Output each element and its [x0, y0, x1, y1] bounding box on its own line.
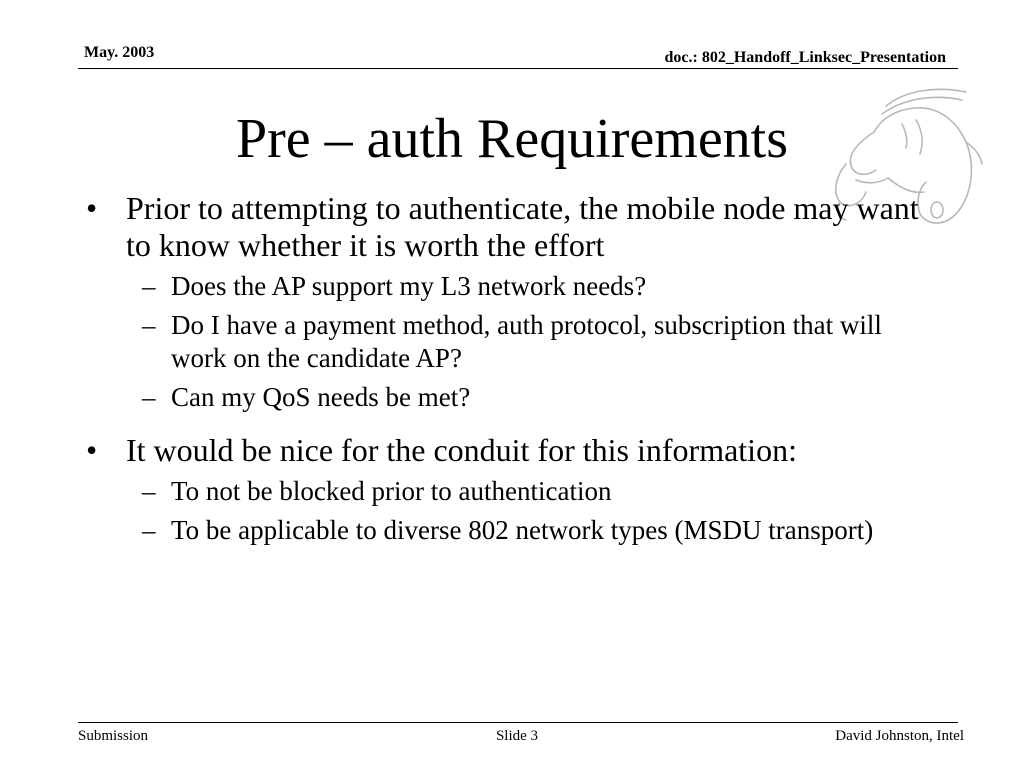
sub-bullet-item: [84, 475, 944, 508]
sub-bullet-text: Do I have a payment method, auth protocol, subscription that will work on the candidate AP?: [171, 310, 882, 373]
sub-bullet-marker: –: [142, 310, 156, 340]
bullet-item: [84, 190, 944, 264]
sub-bullet-item: [84, 381, 944, 414]
footer-divider: [78, 722, 958, 723]
sub-bullet-text: To not be blocked prior to authentication: [171, 476, 612, 506]
sub-bullet-text: To be applicable to diverse 802 network types (MSDU transport): [171, 515, 874, 545]
footer-slide-number: Slide 3: [495, 728, 539, 744]
sub-bullet-text: Can my QoS needs be met?: [171, 382, 471, 412]
bullet-marker: •: [86, 432, 98, 468]
header-date: May. 2003: [84, 44, 155, 61]
slide-body: [84, 190, 944, 553]
sub-bullet-item: [84, 270, 944, 303]
sub-bullet-item: [84, 309, 944, 375]
footer-author: David Johnston, Intel: [835, 728, 964, 744]
bullet-item: [84, 432, 944, 469]
slide-title: Pre – auth Requirements: [235, 108, 789, 170]
sub-bullet-item: [84, 514, 944, 547]
sub-bullet-marker: –: [142, 515, 156, 545]
sub-bullet-text: Does the AP support my L3 network needs?: [171, 271, 647, 301]
sub-bullet-marker: –: [142, 382, 156, 412]
bullet-marker: •: [86, 190, 98, 226]
bullet-text: Prior to attempting to authenticate, the mobile node may want to know whether it is worth the effort: [126, 190, 919, 263]
sub-bullet-marker: –: [142, 271, 156, 301]
header-divider: [78, 68, 958, 69]
sub-bullet-marker: –: [142, 476, 156, 506]
footer-submission: Submission: [78, 728, 149, 744]
spacer: [84, 420, 944, 432]
bullet-text: It would be nice for the conduit for this information:: [126, 432, 797, 468]
header-doc-id: doc.: 802_Handoff_Linksec_Presentation: [664, 49, 946, 66]
